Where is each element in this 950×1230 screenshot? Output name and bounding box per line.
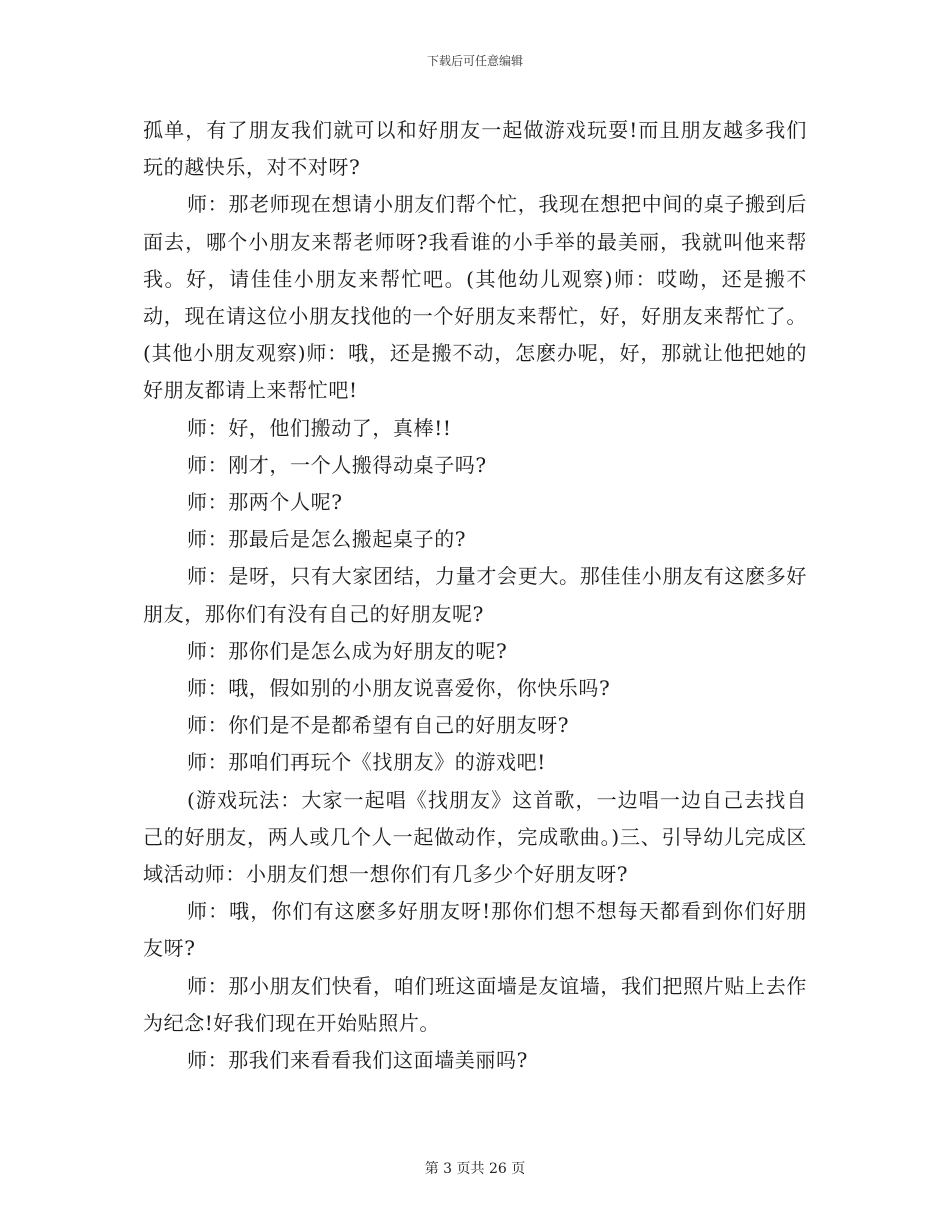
paragraph: 师：那两个人呢? bbox=[187, 490, 343, 515]
paragraph: 师：是呀，只有大家团结，力量才会更大。那佳佳小朋友有这麽多好朋友，那你们有没有自己的好朋友呢? bbox=[143, 564, 807, 626]
paragraph: 师：那小朋友们快看，咱们班这面墙是友谊墙，我们把照片贴上去作为纪念!好我们现在开始贴照片。 bbox=[143, 973, 807, 1035]
paragraph: 师：你们是不是都希望有自己的好朋友呀? bbox=[187, 713, 570, 738]
paragraph: (游戏玩法：大家一起唱《找朋友》这首歌，一边唱一边自己去找自己的好朋友，两人或几个人一起做动作，完成歌曲。)三、引导幼儿完成区域活动师：小朋友们想一想你们有几多少个好朋友呀? bbox=[143, 787, 807, 887]
page-header: 下载后可任意编辑 bbox=[426, 54, 523, 68]
paragraph: 师：那我们来看看我们这面墙美丽吗? bbox=[187, 1048, 528, 1073]
paragraph: 师：那你们是怎么成为好朋友的呢? bbox=[187, 638, 508, 663]
paragraph: 师：那咱们再玩个《找朋友》的游戏吧! bbox=[187, 750, 546, 775]
paragraph: 师：哦，你们有这麽多好朋友呀!那你们想不想每天都看到你们好朋友呀? bbox=[143, 899, 807, 961]
paragraph: 师：那最后是怎么搬起桌子的? bbox=[187, 527, 467, 552]
paragraph: 师：刚才，一个人搬得动桌子吗? bbox=[187, 452, 487, 477]
paragraph: 师：好，他们搬动了，真棒!! bbox=[187, 415, 452, 440]
paragraph: 孤单，有了朋友我们就可以和好朋友一起做游戏玩耍!而且朋友越多我们玩的越快乐，对不对呀? bbox=[143, 118, 807, 180]
paragraph: 师：哦，假如别的小朋友说喜爱你，你快乐吗? bbox=[187, 676, 611, 701]
paragraph: 师：那老师现在想请小朋友们帮个忙，我现在想把中间的桌子搬到后面去，哪个小朋友来帮老师呀?我看谁的小手举的最美丽，我就叫他来帮我。好，请佳佳小朋友来帮忙吧。(其他幼儿观察)师：哎呦，还是搬不动，现在请这位小朋友找他的一个好朋友来帮忙，好，好朋友来帮忙了。(其他小朋友观察)师：哦，还是搬不动，怎麽办呢，好，那就让他把她的好朋友都请上来帮忙吧! bbox=[143, 192, 807, 403]
document-body bbox=[143, 112, 807, 1079]
page-number: 第 3 页共 26 页 bbox=[424, 1161, 526, 1177]
